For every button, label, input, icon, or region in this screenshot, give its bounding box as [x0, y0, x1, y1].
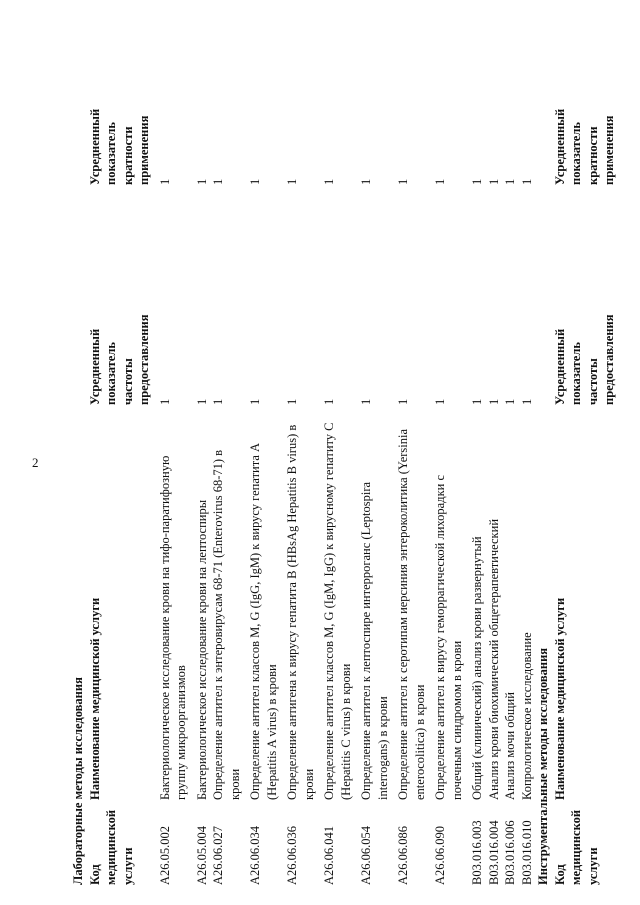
row-frequency: 1	[519, 398, 534, 405]
header-frequency: частоты	[585, 358, 600, 405]
row-frequency: 1	[322, 398, 336, 405]
row-code: B03.016.006	[503, 820, 517, 885]
header-code: медицинской	[569, 809, 583, 885]
row-name: (Hepatitis C virus) в крови	[338, 663, 353, 800]
row-frequency: 1	[157, 398, 172, 405]
row-multiplicity: 1	[194, 178, 209, 185]
row-frequency: 1	[194, 398, 209, 405]
row-frequency: 1	[470, 398, 484, 405]
row-name: (Hepatitis A virus) в крови	[264, 664, 279, 800]
header-multiplicity: кратности	[120, 126, 135, 185]
row-name: Бактериологическое исследование крови на тифо-паратифозную	[157, 455, 172, 800]
header-multiplicity: кратности	[585, 126, 600, 185]
header-frequency: показатель	[569, 342, 583, 405]
row-frequency: 1	[433, 398, 447, 405]
row-frequency: 1	[211, 398, 225, 405]
row-multiplicity: 1	[503, 178, 517, 185]
row-code: A26.06.034	[248, 825, 262, 885]
header-frequency: предоставления	[602, 314, 616, 405]
row-frequency: 1	[503, 398, 517, 405]
row-name: enterocolitica) в крови	[412, 684, 427, 800]
row-code: A26.05.002	[157, 825, 172, 885]
row-multiplicity: 1	[396, 178, 410, 185]
row-code: A26.06.036	[285, 825, 299, 885]
header-code: Код	[87, 864, 102, 885]
row-multiplicity: 1	[486, 178, 501, 185]
row-code: A26.06.041	[322, 825, 336, 885]
row-code: B03.016.004	[486, 820, 501, 885]
header-code: медицинской	[104, 809, 118, 885]
rotated-page-content	[70, 55, 616, 885]
row-multiplicity: 1	[322, 178, 336, 185]
row-multiplicity: 1	[157, 178, 172, 185]
row-code: A26.06.054	[359, 825, 373, 885]
row-code: A26.06.027	[211, 825, 225, 885]
row-name: Общий (клинический) анализ крови развернутый	[470, 536, 484, 800]
row-name: Копрологическое исследование	[519, 632, 534, 800]
header-code: Код	[552, 864, 567, 885]
row-name: почечным синдромом в крови	[449, 640, 464, 800]
header-multiplicity: Усредненный	[552, 108, 567, 185]
header-frequency: предоставления	[137, 314, 151, 405]
header-multiplicity: Усредненный	[87, 108, 102, 185]
row-frequency: 1	[359, 398, 373, 405]
row-name: Определение антител классов M, G (IgG, IgM) к вирусу гепатита A	[248, 442, 262, 800]
row-multiplicity: 1	[433, 178, 447, 185]
row-multiplicity: 1	[359, 178, 373, 185]
row-code: A26.06.090	[433, 825, 447, 885]
header-code: услуги	[585, 847, 600, 885]
row-frequency: 1	[396, 398, 410, 405]
row-multiplicity: 1	[285, 178, 299, 185]
row-frequency: 1	[248, 398, 262, 405]
header-name: Наименование медицинской услуги	[87, 597, 102, 800]
row-multiplicity: 1	[470, 178, 484, 185]
section-title-text: Лабораторные методы исследования	[71, 677, 85, 885]
page-number: 2	[32, 455, 39, 470]
row-frequency: 1	[285, 398, 299, 405]
header-frequency: Усредненный	[87, 328, 102, 405]
row-code: A26.06.086	[396, 825, 410, 885]
row-name: interrogans) в крови	[375, 696, 390, 800]
header-name: Наименование медицинской услуги	[552, 597, 567, 800]
row-name: Определение антител к энтеровирусам 68-71 (Enterovirus 68-71) в	[211, 449, 225, 800]
header-frequency: частоты	[120, 358, 135, 405]
row-multiplicity: 1	[211, 178, 225, 185]
row-name: Определение антигена к вирусу гепатита B (HBsAg Hepatitis B virus) в	[285, 424, 299, 800]
row-name: Определение антител к серотипам иерсиния энтероколитика (Yersinia	[396, 428, 410, 800]
row-name: Определение антител классов M, G (IgM, IgG) к вирусному гепатиту C	[322, 422, 336, 800]
header-multiplicity: показатель	[569, 122, 583, 185]
row-name: крови	[227, 768, 242, 800]
header-multiplicity: показатель	[104, 122, 118, 185]
row-multiplicity: 1	[519, 178, 534, 185]
row-name: Определение антител к вирусу геморрагической лихорадки с	[433, 474, 447, 800]
row-name: Анализ мочи общий	[503, 692, 517, 800]
row-code: B03.016.010	[519, 820, 534, 885]
row-name: крови	[301, 768, 316, 800]
header-frequency: показатель	[104, 342, 118, 405]
header-multiplicity: применения	[137, 115, 151, 185]
row-name: Анализ крови биохимический общетерапевтический	[486, 518, 501, 800]
row-frequency: 1	[486, 398, 501, 405]
row-code: B03.016.003	[470, 820, 484, 885]
row-name: Определение антител к лептоспире интерроганс (Leptospira	[359, 481, 373, 800]
row-multiplicity: 1	[248, 178, 262, 185]
header-multiplicity: применения	[602, 115, 616, 185]
section-title-text: Инструментальные методы исследования	[536, 647, 550, 885]
row-code: A26.05.004	[194, 825, 209, 885]
row-name: группу микроорганизмов	[174, 665, 188, 800]
header-frequency: Усредненный	[552, 328, 567, 405]
row-name: Бактериологическое исследование крови на лептоспиры	[194, 499, 209, 800]
header-code: услуги	[120, 847, 135, 885]
